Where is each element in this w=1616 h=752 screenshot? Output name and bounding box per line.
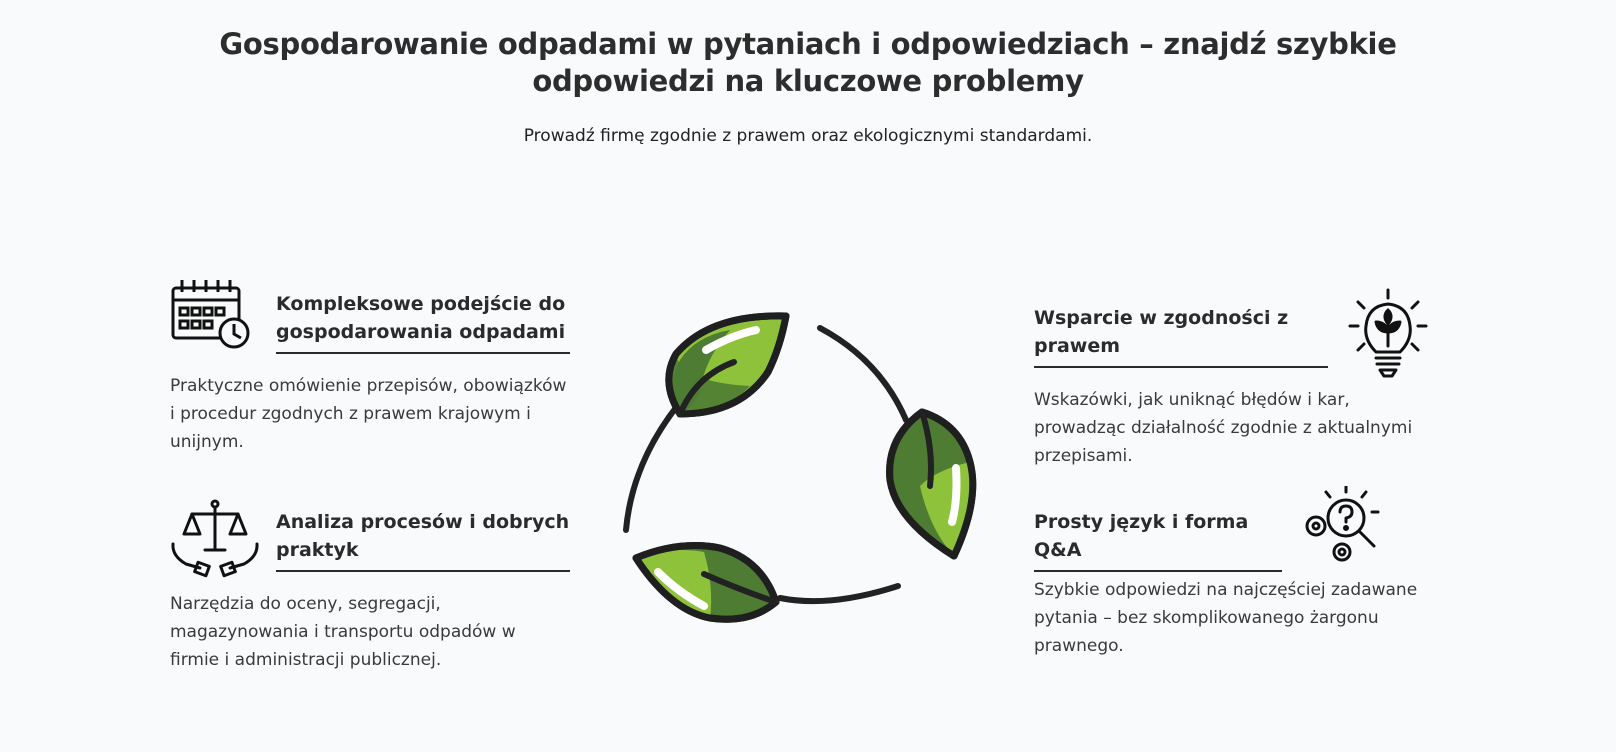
recycle-leaves-graphic xyxy=(600,290,1000,650)
feature-title: Prosty język i forma Q&A xyxy=(1034,508,1282,572)
scales-hands-icon xyxy=(170,498,260,578)
feature-description: Szybkie odpowiedzi na najczęściej zadawane pytania – bez skomplikowanego żargonu prawnego. xyxy=(1034,580,1418,656)
feature-description: Praktyczne omówienie przepisów, obowiązków i procedur zgodnych z prawem krajowym i unijnym. xyxy=(170,376,567,452)
feature-title: Kompleksowe podejście do gospodarowania odpadami xyxy=(276,290,570,354)
page-subtitle: Prowadź firmę zgodnie z prawem oraz ekologicznymi standardami. xyxy=(523,126,1093,146)
leaf-bottom-left-icon xyxy=(636,546,776,620)
feature-description: Wskazówki, jak uniknąć błędów i kar, prowadząc działalność zgodnie z aktualnymi przepisami. xyxy=(1034,390,1413,466)
leaf-top-left-icon xyxy=(669,316,786,414)
leaf-right-icon xyxy=(890,412,973,556)
cycle-arc-bottom xyxy=(780,586,898,601)
lightbulb-plant-icon xyxy=(1348,288,1428,380)
cycle-arc-top xyxy=(820,328,906,420)
gear-question-icon xyxy=(1302,486,1384,566)
page-title: Gospodarowanie odpadami w pytaniach i odpowiedziach – znajdź szybkie odpowiedzi na kluczowe problemy xyxy=(219,27,1397,98)
feature-title: Wsparcie w zgodności z prawem xyxy=(1034,304,1328,368)
calendar-clock-icon xyxy=(170,278,256,358)
feature-title: Analiza procesów i dobrych praktyk xyxy=(276,508,570,572)
feature-description: Narzędzia do oceny, segregacji, magazynowania i transportu odpadów w firmie i administracji publicznej. xyxy=(170,594,516,670)
